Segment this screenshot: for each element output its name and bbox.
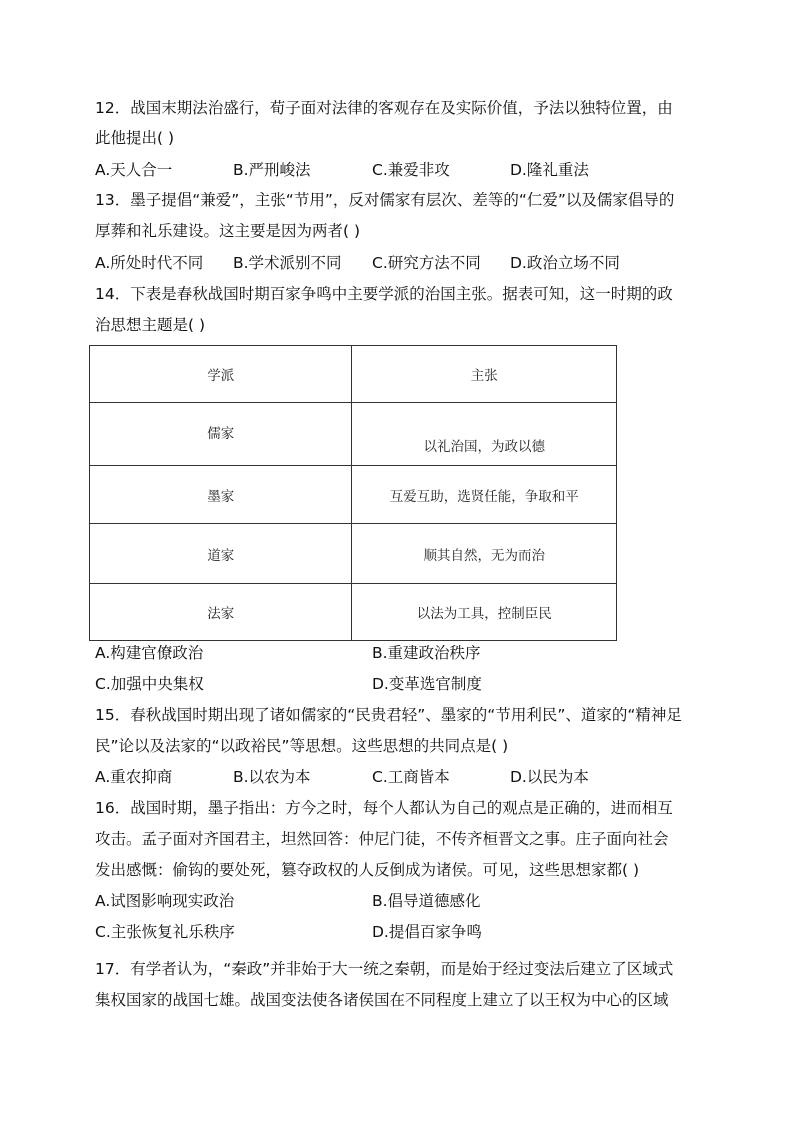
table-cell-school: 道家 [90, 524, 352, 584]
q12-option-a: A.天人合一 [95, 161, 173, 179]
q12-stem-line1: 12．战国末期法治盛行，荀子面对法律的客观存在及实际价值，予法以独特位置，由 [95, 99, 673, 117]
schools-table [89, 345, 617, 641]
table-row [90, 584, 617, 641]
q14-option-c: C.加强中央集权 [95, 675, 204, 693]
table-row [90, 524, 617, 584]
table-row [90, 403, 617, 466]
q15-option-a: A.重农抑商 [95, 768, 173, 786]
table-header-school: 学派 [90, 346, 352, 403]
table-header-row [90, 346, 617, 403]
q15-option-d: D.以民为本 [510, 768, 589, 786]
table-cell-school: 法家 [90, 584, 352, 641]
q12-option-d: D.隆礼重法 [510, 161, 589, 179]
q14-stem-line1: 14．下表是春秋战国时期百家争鸣中主要学派的治国主张。据表可知，这一时期的政 [95, 285, 673, 303]
q13-stem-line1: 13．墨子提倡“兼爱”，主张“节用”，反对儒家有层次、差等的“仁爱”以及儒家倡导的 [95, 191, 675, 209]
q16-option-c: C.主张恢复礼乐秩序 [95, 923, 235, 941]
q14-stem-line2: 治思想主题是( ) [95, 316, 206, 334]
q16-option-b: B.倡导道德感化 [372, 892, 481, 910]
q12-option-b: B.严刑峻法 [233, 161, 311, 179]
q15-stem-line2: 民”论以及法家的“以政裕民”等思想。这些思想的共同点是( ) [95, 737, 509, 755]
table-row [90, 466, 617, 524]
table-cell-proposition: 以礼治国，为政以德 [352, 403, 617, 466]
q13-stem-line2: 厚葬和礼乐建设。这主要是因为两者( ) [95, 222, 361, 240]
q13-option-b: B.学术派别不同 [233, 254, 342, 272]
q12-option-c: C.兼爱非攻 [372, 161, 450, 179]
q12-stem-line2: 此他提出( ) [95, 129, 175, 147]
table-cell-school: 墨家 [90, 466, 352, 524]
table-cell-school: 儒家 [90, 403, 352, 466]
q16-stem-line1: 16．战国时期，墨子指出：方今之时，每个人都认为自己的观点是正确的，进而相互 [95, 799, 673, 817]
q14-option-d: D.变革选官制度 [372, 675, 482, 693]
table-cell-proposition: 顺其自然，无为而治 [352, 524, 617, 584]
q15-option-b: B.以农为本 [233, 768, 311, 786]
q14-option-a: A.构建官僚政治 [95, 644, 204, 662]
q17-stem-line1: 17．有学者认为，“秦政”并非始于大一统之秦朝，而是始于经过变法后建立了区域式 [95, 960, 674, 978]
q14-option-b: B.重建政治秩序 [372, 644, 481, 662]
q15-stem-line1: 15．春秋战国时期出现了诸如儒家的“民贵君轻”、墨家的“节用利民”、道家的“精神足 [95, 706, 682, 724]
table-header-proposition: 主张 [352, 346, 617, 403]
table-cell-proposition: 以法为工具，控制臣民 [352, 584, 617, 641]
q13-option-a: A.所处时代不同 [95, 254, 204, 272]
q16-option-a: A.试图影响现实政治 [95, 892, 235, 910]
q13-option-c: C.研究方法不同 [372, 254, 481, 272]
table-cell-proposition: 互爱互助，选贤任能，争取和平 [352, 466, 617, 524]
q13-option-d: D.政治立场不同 [510, 254, 620, 272]
q15-option-c: C.工商皆本 [372, 768, 450, 786]
q17-stem-line2: 集权国家的战国七雄。战国变法使各诸侯国在不同程度上建立了以王权为中心的区域 [95, 991, 669, 1009]
q16-stem-line3: 发出感慨：偷钩的要处死，篡夺政权的人反倒成为诸侯。可见，这些思想家都( ) [95, 861, 640, 879]
q16-option-d: D.提倡百家争鸣 [372, 923, 482, 941]
q16-stem-line2: 攻击。孟子面对齐国君主，坦然回答：仲尼门徒，不传齐桓晋文之事。庄子面向社会 [95, 830, 669, 848]
